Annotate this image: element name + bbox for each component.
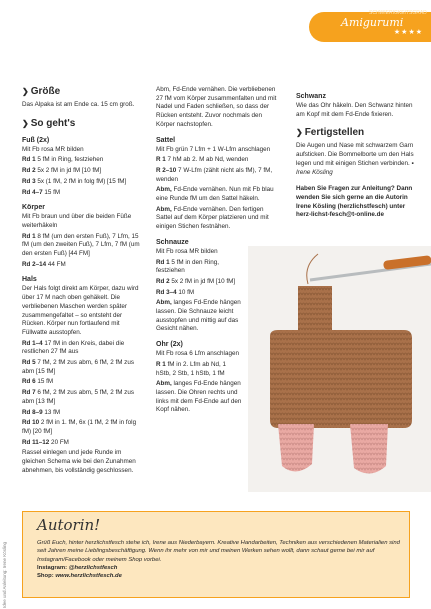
author-box-title: Autorin! bbox=[37, 516, 101, 534]
koerper-intro: Mit Fb braun und über die beiden Füße weiterhäkeln bbox=[22, 213, 132, 229]
chevron-right-icon: ❯ bbox=[296, 128, 303, 138]
instruction-line: Rd 3 5x (1 fM, 2 fM in folg fM) [15 fM] bbox=[22, 177, 127, 185]
instruction-line: Rd 10 2 fM in 1. fM, 6x (1 fM, 2 fM in folg fM) [20 fM] bbox=[22, 419, 137, 435]
credit-sidebar bbox=[2, 528, 10, 608]
instruction-line: Mit Fb grün 7 Lfm + 1 W-Lfm anschlagen bbox=[156, 145, 271, 153]
sattel-outro-1: Abm, Fd-Ende vernähen. Nun mit Fb blau eine Runde fM um den Sattel häkeln. bbox=[156, 186, 274, 203]
instagram-handle[interactable]: @herzlichstfesch bbox=[68, 564, 118, 571]
instruction-line: Rd 2–14 44 FM bbox=[22, 260, 66, 268]
instruction-line: Mit Fb rosa MR bilden bbox=[156, 247, 218, 255]
hals-outro: Rassel einlegen und jede Runde im gleichen Schema wie bei den Zunahmen abnehmen, bis vollständig geschlossen. bbox=[22, 449, 136, 474]
instruction-line: Rd 4–7 15 fM bbox=[22, 188, 61, 196]
instruction-line: Rd 1 5 fM in Ring, festziehen bbox=[22, 156, 104, 164]
hals-intro: Der Hals folgt direkt am Körper, dazu wird über 17 M nach oben gehäkelt. Die verbliebenen Maschen werden später zusammengefaltet – so entsteht der Rücken. Körper nun fortlaufend mit Füllwatte ausstopfen. bbox=[22, 285, 139, 336]
instruction-line: Rd 5 7 fM, 2 fM zus abm, 6 fM, 2 fM zus abm [15 fM] bbox=[22, 359, 134, 375]
shop-link[interactable]: www.herzlichstfesch.de bbox=[55, 573, 122, 580]
column-3 bbox=[296, 86, 414, 222]
hals-heading: Hals bbox=[22, 276, 37, 284]
instruction-line: Mit Fb rosa MR bilden bbox=[22, 145, 84, 153]
section-heading-fertigstellen: ❯ Fertigstellen bbox=[296, 127, 365, 139]
koerper-heading: Körper bbox=[22, 204, 45, 212]
difficulty-label: SCHWIERIGKEITSGRAD bbox=[369, 10, 427, 16]
instruction-line: R 2–10 7 W-Lfm (zählt nicht als fM), 7 fM, wenden bbox=[156, 166, 273, 183]
category-banner bbox=[309, 12, 431, 42]
instruction-line: Rd 7 6 fM, 2 fM zus abm, 5 fM, 2 fM zus abm [13 fM] bbox=[22, 389, 134, 405]
instruction-line: Rd 1 8 fM (um den ersten Fuß), 7 Lfm, 15 fM (um den zweiten Fuß), 7 Lfm, 7 fM (um den ersten Fuß) [44 FM] bbox=[22, 232, 140, 258]
section-heading-sogehts: ❯ So geht's bbox=[22, 117, 76, 129]
column-2-intro: Abm, Fd-Ende vernähen. Die verbliebenen 27 fM vom Körper zusammenfalten und mit Nadel und Faden schließen, so dass der Rücken entsteht. Zuvor nochmals den Körper nachstopfen. bbox=[156, 86, 277, 128]
instruction-line: R 1 7 hM ab 2. M ab Nd, wenden bbox=[156, 156, 249, 164]
instagram-label: Instagram: bbox=[37, 564, 68, 571]
ohr-outro: Abm, langes Fd-Ende hängen lassen. Die Ohren rechts und links mit dem Fd-Ende auf den Kopf nähen. bbox=[156, 380, 242, 414]
fertigstellen-text: Die Augen und Nase mit schwarzem Garn aufsticken. Die Bommelborte um den Hals legen und mit einigen Stichen verbinden. ▪ Irene Kösling bbox=[296, 142, 414, 176]
instruction-line: Mit Fb rosa 6 Lfm anschlagen bbox=[156, 350, 239, 358]
questions-text: Haben Sie Fragen zur Anleitung? Dann wenden Sie sich gerne an die Autorin Irene Kösling (herzlichstfesch) unter herz-lichst-fesch@t-online.de bbox=[296, 185, 413, 219]
crochet-photo bbox=[248, 246, 431, 492]
column-1 bbox=[22, 86, 140, 478]
schnauze-outro: Abm, langes Fd-Ende hängen lassen. Die Schnauze leicht ausstopfen und mittig auf das Gesicht nähen. bbox=[156, 299, 241, 333]
shop-label: Shop: bbox=[37, 573, 54, 580]
schnauze-heading: Schnauze bbox=[156, 238, 189, 246]
crochet-alpaca-body-image bbox=[248, 246, 431, 492]
instruction-line: Rd 3–4 10 fM bbox=[156, 288, 195, 296]
author-name: Irene Kösling bbox=[296, 168, 333, 176]
instruction-line: R 1 fM in 2. Lfm ab Nd, 1 hStb, 2 Stb, 1 hStb, 1 fM bbox=[156, 360, 227, 377]
ohr-heading: Ohr (2x) bbox=[156, 341, 183, 349]
instruction-line: Rd 1–4 17 fM in den Kreis, dabei die restlichen 27 fM aus bbox=[22, 339, 125, 356]
schwanz-heading: Schwanz bbox=[296, 93, 326, 100]
category-label: Amigurumi bbox=[341, 16, 404, 29]
sattel-outro-2: Abm, Fd-Ende vernähen. Den fertigen Sattel auf dem Körper platzieren und mit einigen Stichen festnähen. bbox=[156, 205, 269, 231]
instruction-line: Rd 2 5x 2 fM in jd fM [10 fM] bbox=[156, 277, 236, 285]
author-box bbox=[22, 511, 410, 598]
instruction-line: Rd 11–12 20 FM bbox=[22, 438, 69, 446]
instruction-line: Rd 1 5 fM in den Ring, festziehen bbox=[156, 258, 220, 275]
instruction-line: Rd 6 15 fM bbox=[22, 378, 54, 386]
fuss-heading: Fuß (2x) bbox=[22, 136, 50, 144]
difficulty-stars: ★★★★ bbox=[393, 29, 423, 36]
instruction-line: Rd 8–9 13 fM bbox=[22, 408, 61, 416]
groesse-text: Das Alpaka ist am Ende ca. 15 cm groß. bbox=[22, 101, 135, 108]
sattel-heading: Sattel bbox=[156, 136, 176, 144]
schwanz-text: Wie das Ohr häkeln. Den Schwanz hinten am Kopf mit dem Fd-Ende fixieren. bbox=[296, 102, 413, 118]
author-box-text bbox=[37, 539, 401, 580]
section-heading-groesse: ❯ Größe bbox=[22, 86, 61, 97]
instruction-line: Rd 2 5x 2 fM in jd fM [10 fM] bbox=[22, 167, 102, 175]
chevron-right-icon: ❯ bbox=[22, 87, 29, 96]
credit-text: Idee und Anleitung: Irene Kösling bbox=[2, 541, 7, 608]
author-intro: Grüß Euch, hinter herzlichstfesch stehe ich, Irene aus Niederbayern. Kreative Handarbeiten, Techniken aus verschiedenen Materialien sind seit Jahren meine Lieblingsbeschäftigung. Wenn ihr mehr von mir und meinen Werken sehen wollt, dann schaut gerne bei mir auf Instagram/Facebook oder meinem Shop vorbei. bbox=[37, 540, 400, 563]
chevron-right-icon: ❯ bbox=[22, 118, 29, 128]
